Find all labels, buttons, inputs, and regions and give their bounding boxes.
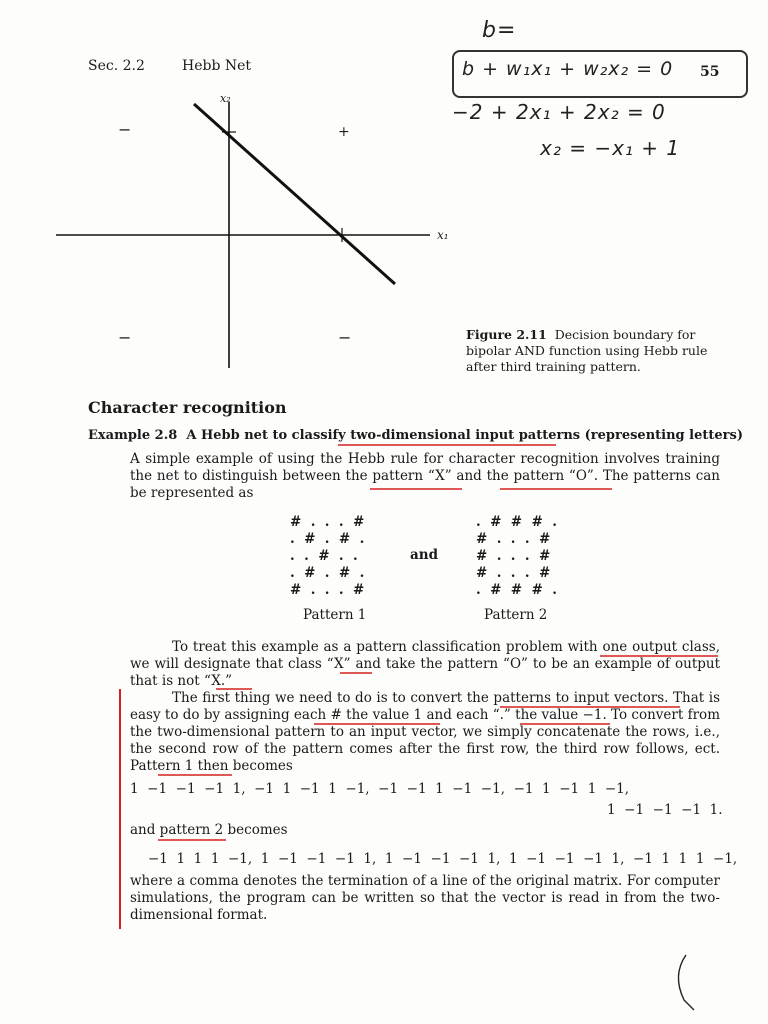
pattern-1-vector-end: 1 −1 −1 −1 1. xyxy=(607,802,723,818)
conversion-paragraph: The first thing we need to do is to convert the patterns to input vectors. That is easy to do by assigning each # the value 1 and each “.” the value −1. To convert from the two-dimensional pattern to an input vector, we simply concatenate the rows, i.e., the second row of the pattern comes after the first row, the third row follows, ect. Pattern 1 then becomes xyxy=(130,690,720,774)
quadrant-sign-bottom-right: − xyxy=(338,328,352,347)
figure-caption-label: Figure 2.11 xyxy=(466,327,547,342)
quadrant-sign-bottom-left: − xyxy=(118,328,132,347)
handwritten-equation-2: −2 + 2x₁ + 2x₂ = 0 xyxy=(452,100,666,124)
pattern-2-vector: −1 1 1 1 −1, 1 −1 −1 −1 1, 1 −1 −1 −1 1, 1 −1 −1 −1 1, −1 1 1 1 −1, xyxy=(148,851,738,867)
classification-paragraph: To treat this example as a pattern classification problem with one output class, we will designate that class “X” and take the pattern “O” to be an example of output that is not “X.” xyxy=(130,639,720,689)
x2-axis-label: x₂ xyxy=(220,92,231,105)
quadrant-sign-top-right: + xyxy=(338,124,350,140)
quadrant-sign-top-left: − xyxy=(118,120,132,139)
section-heading: Character recognition xyxy=(88,398,287,417)
intro-paragraph: A simple example of using the Hebb rule for character recognition involves training the net to distinguish between the pattern “X” and the pattern “O”. The patterns can be represented as xyxy=(130,451,720,501)
example-title: A Hebb net to classify two-dimensional input patterns (representing letters) xyxy=(186,428,743,443)
handwritten-bracket-mark xyxy=(678,955,694,1010)
example-label: Example 2.8 xyxy=(88,428,178,443)
handwritten-equation-3: x₂ = −x₁ + 1 xyxy=(540,136,681,160)
section-number: Sec. 2.2 xyxy=(88,58,145,74)
section-title-header: Hebb Net xyxy=(182,58,252,74)
page-number: 55 xyxy=(700,64,720,80)
figure-caption-text: Decision boundary for bipolar AND function using Hebb rule after third training pattern. xyxy=(466,327,708,374)
pattern-2-grid: . # # # . # . . . # # . . . # # . . . # . # # # . xyxy=(476,514,557,598)
pattern-2-label: Pattern 2 xyxy=(484,607,548,623)
pattern-1-grid: # . . . # . # . # . . . # . . . # . # . # . . . # xyxy=(290,514,365,598)
pattern-1-label: Pattern 1 xyxy=(303,607,367,623)
pattern-2-vector-label: and pattern 2 becomes xyxy=(130,822,288,838)
pattern-and-label: and xyxy=(410,547,439,563)
pattern-1-vector: 1 −1 −1 −1 1, −1 1 −1 1 −1, −1 −1 1 −1 −1, −1 1 −1 1 −1, xyxy=(130,781,630,797)
x1-axis-label: x₁ xyxy=(437,228,449,242)
handwritten-equation-1: b + w₁x₁ + w₂x₂ = 0 xyxy=(462,58,674,80)
handwritten-note-b: b= xyxy=(482,18,517,43)
closing-paragraph: where a comma denotes the termination of a line of the original matrix. For computer simulations, the program can be written so that the vector is read in from the two-dimensional format. xyxy=(130,873,720,923)
